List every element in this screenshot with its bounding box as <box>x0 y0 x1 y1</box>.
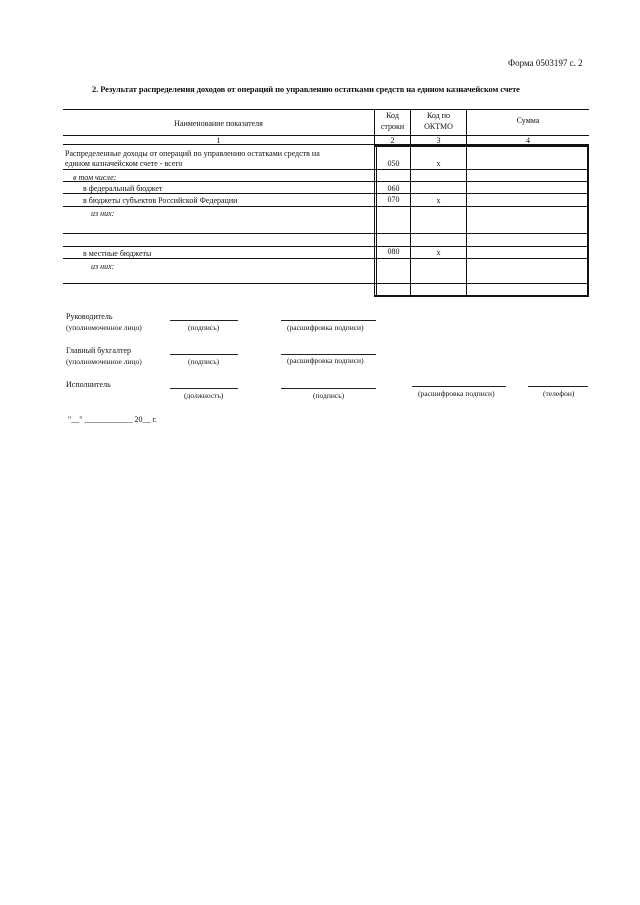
executor-signature-caption: (подпись) <box>313 391 345 400</box>
row-050-name-line2: едином казначейском счете - всего <box>65 159 183 168</box>
executor-phone-line <box>528 386 588 387</box>
accountant-decode-caption: (расшифровка подписи) <box>287 356 364 365</box>
header-code-1: Код <box>386 111 399 120</box>
section-heading: 2. Результат распределения доходов от операций по управлению остатками средств на едином казначейском счете <box>92 84 520 94</box>
accountant-signature-line <box>170 354 238 355</box>
accountant-subtitle: (уполномоченное лицо) <box>66 357 142 366</box>
executor-phone-caption: (телефон) <box>543 389 575 398</box>
executor-decode-line <box>412 386 506 387</box>
header-name: Наименование показателя <box>174 119 263 128</box>
head-signature-caption: (подпись) <box>188 323 220 332</box>
head-decode-caption: (расшифровка подписи) <box>287 323 364 332</box>
accountant-signature-caption: (подпись) <box>188 357 220 366</box>
row-070-name: в бюджеты субъектов Российской Федерации <box>83 196 238 205</box>
row-070-code: 070 <box>387 195 400 204</box>
form-code: Форма 0503197 с. 2 <box>508 58 583 68</box>
head-decode-line <box>281 320 376 321</box>
date-line: "__" ____________ 20__ г. <box>68 415 157 424</box>
row-050-oktmo: x <box>436 159 441 168</box>
row-080-name: в местные бюджеты <box>83 249 152 258</box>
executor-position-line <box>170 388 238 389</box>
row-080-code: 080 <box>387 247 400 256</box>
header-sum: Сумма <box>516 116 540 125</box>
head-subtitle: (уполномоченное лицо) <box>66 323 142 332</box>
row-080-oktmo: x <box>436 248 441 257</box>
col-number-1: 1 <box>216 136 221 145</box>
header-oktmo-2: ОКТМО <box>424 122 453 131</box>
row-of-which-1: из них: <box>91 209 115 218</box>
row-070-oktmo: x <box>436 196 441 205</box>
header-code-2: строки <box>380 122 405 131</box>
row-060-name: в федеральный бюджет <box>83 184 163 193</box>
col-number-3: 3 <box>436 136 441 145</box>
accountant-decode-line <box>281 354 376 355</box>
row-including-label: в том числе: <box>73 173 117 182</box>
col-number-2: 2 <box>390 136 395 145</box>
header-oktmo-1: Код по <box>426 111 451 120</box>
executor-position-caption: (должность) <box>184 391 224 400</box>
executor-signature-line <box>281 388 376 389</box>
executor-decode-caption: (расшифровка подписи) <box>418 389 495 398</box>
distribution-table <box>63 109 589 299</box>
col-number-4: 4 <box>526 136 530 145</box>
executor-title: Исполнитель <box>66 380 111 389</box>
row-050-code: 050 <box>387 159 400 168</box>
accountant-title: Главный бухгалтер <box>66 346 131 355</box>
head-signature-line <box>170 320 238 321</box>
head-title: Руководитель <box>66 312 113 321</box>
row-060-code: 060 <box>387 184 400 193</box>
row-050-name-line1: Распределенные доходы от операций по управлению остатками средств на <box>65 149 320 158</box>
row-of-which-2: из них: <box>91 262 115 271</box>
